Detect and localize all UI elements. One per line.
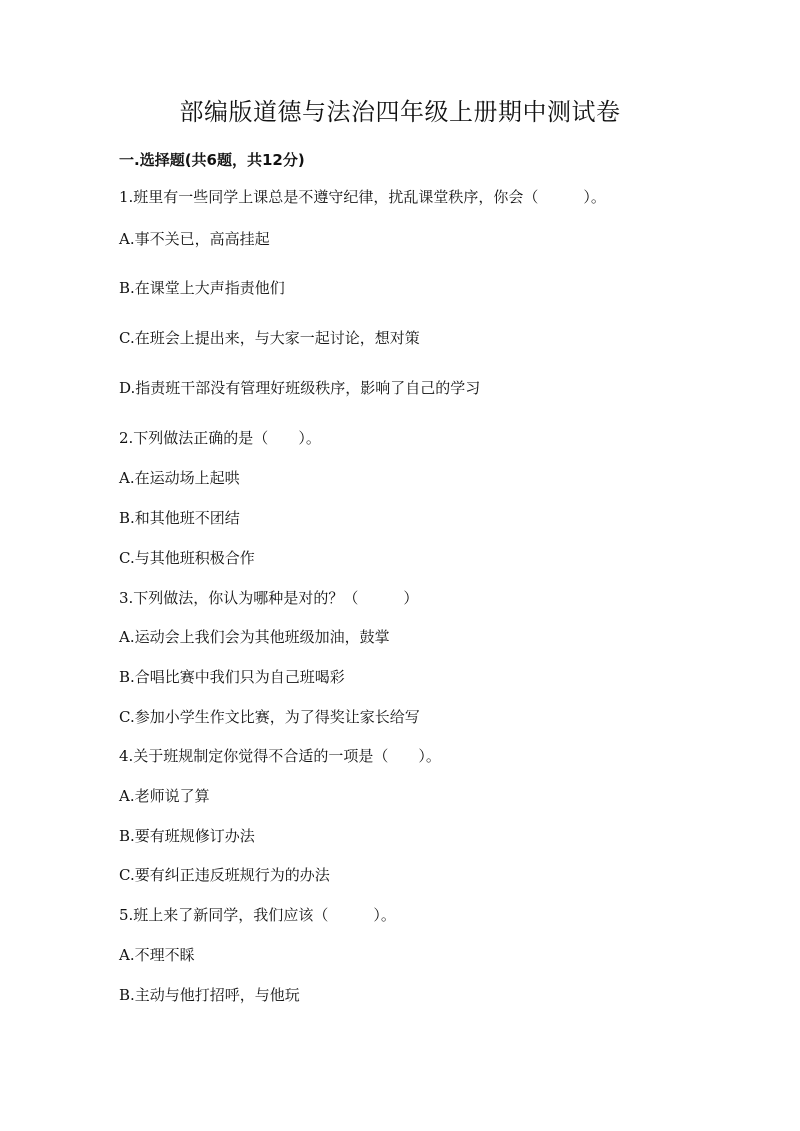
question-2-option-a: A.在运动场上起哄 [119,469,240,487]
question-2-stem: 2.下列做法正确的是（ ）。 [119,429,321,447]
question-4-option-b: B.要有班规修订办法 [119,827,255,845]
question-4-option-c: C.要有纠正违反班规行为的办法 [119,866,330,884]
question-1-option-b: B.在课堂上大声指责他们 [119,279,285,297]
question-5-option-a: A.不理不睬 [119,946,195,964]
question-3-option-c: C.参加小学生作文比赛，为了得奖让家长给写 [119,708,420,726]
question-1-stem: 1.班里有一些同学上课总是不遵守纪律，扰乱课堂秩序，你会（ ）。 [119,188,606,206]
question-3-option-b: B.合唱比赛中我们只为自己班喝彩 [119,668,345,686]
question-4-stem: 4.关于班规制定你觉得不合适的一项是（ ）。 [119,747,441,765]
question-5-stem: 5.班上来了新同学，我们应该（ ）。 [119,906,396,924]
question-1-option-c: C.在班会上提出来，与大家一起讨论，想对策 [119,329,420,347]
question-3-stem: 3.下列做法，你认为哪种是对的？（ ） [119,589,419,607]
question-2-option-b: B.和其他班不团结 [119,509,240,527]
question-2-option-c: C.与其他班积极合作 [119,549,255,567]
page-title: 部编版道德与法治四年级上册期中测试卷 [179,98,621,126]
question-1-option-d: D.指责班干部没有管理好班级秩序，影响了自己的学习 [119,379,481,397]
question-3-option-a: A.运动会上我们会为其他班级加油，鼓掌 [119,628,390,646]
question-5-option-b: B.主动与他打招呼，与他玩 [119,986,300,1004]
question-1-option-a: A.事不关已，高高挂起 [119,230,270,248]
section-heading: 一.选择题(共6题，共12分) [119,151,305,169]
question-4-option-a: A.老师说了算 [119,787,210,805]
